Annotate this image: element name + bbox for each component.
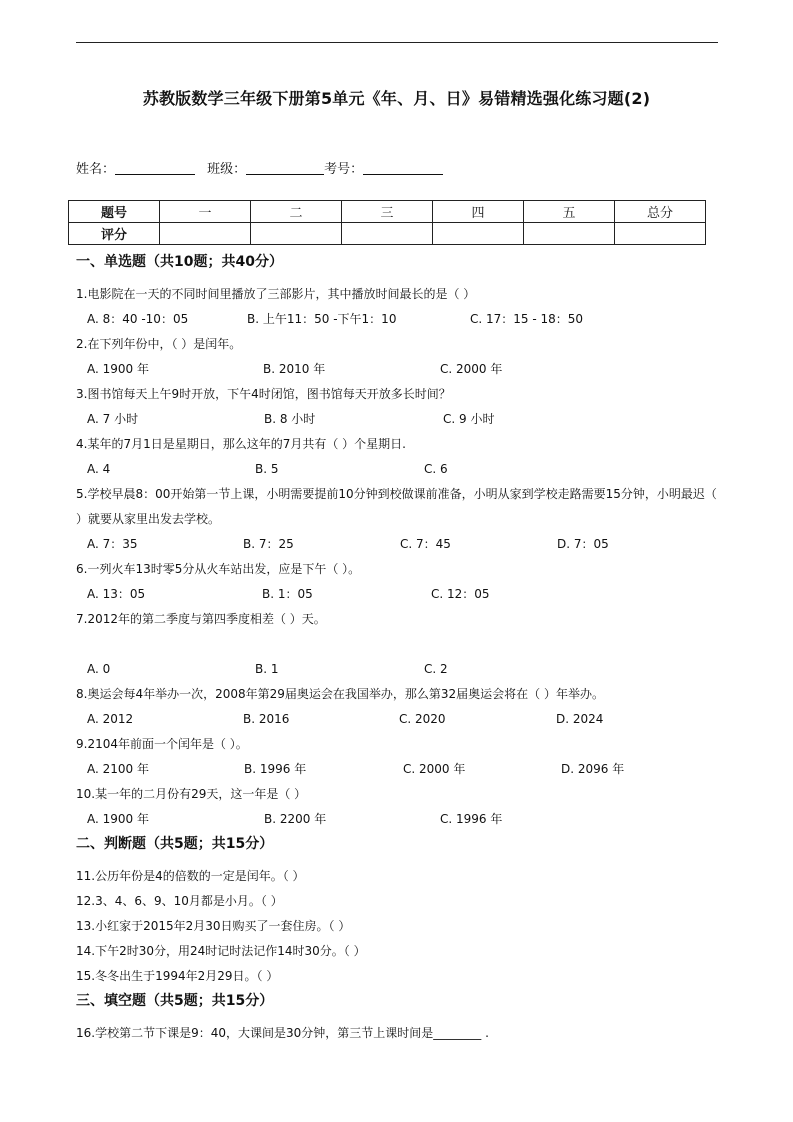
- student-info: [76, 158, 443, 177]
- question-text: 9.2104年前面一个闰年是（ ）。: [76, 737, 248, 751]
- option-row: [76, 757, 726, 782]
- option[interactable]: D. 2024: [556, 712, 604, 726]
- option[interactable]: C. 17：15 - 18：50: [470, 312, 584, 326]
- option[interactable]: A. 4: [87, 462, 111, 476]
- option[interactable]: C. 6: [424, 462, 448, 476]
- score-table-header-row: [69, 201, 706, 223]
- option-row: [76, 657, 726, 682]
- score-header-cell: 五: [524, 201, 615, 223]
- option-row: [76, 532, 726, 557]
- option[interactable]: A. 2012: [87, 712, 134, 726]
- question-text: 10.某一年的二月份有29天，这一年是（ ）: [76, 787, 307, 801]
- score-row-label: 评分: [69, 223, 160, 245]
- option-row: [76, 457, 726, 482]
- option[interactable]: B. 1：05: [262, 587, 313, 601]
- option[interactable]: C. 1996 年: [440, 812, 503, 826]
- option-row: [76, 582, 726, 607]
- option[interactable]: A. 2100 年: [87, 762, 149, 776]
- option[interactable]: B. 2010 年: [263, 362, 326, 376]
- score-header-cell: 总分: [615, 201, 706, 223]
- question-text: 2.在下列年份中，（ ）是闰年。: [76, 337, 242, 351]
- option[interactable]: B. 8 小时: [264, 412, 316, 426]
- option[interactable]: A. 7 小时: [87, 412, 139, 426]
- id-blank[interactable]: [363, 160, 443, 175]
- option[interactable]: B. 7：25: [243, 537, 294, 551]
- option[interactable]: A. 1900 年: [87, 362, 149, 376]
- id-label: 考号：: [324, 162, 364, 177]
- score-cell[interactable]: [251, 223, 342, 245]
- score-cell[interactable]: [615, 223, 706, 245]
- question-content: [76, 250, 726, 1046]
- name-blank[interactable]: [115, 160, 195, 175]
- option[interactable]: D. 2096 年: [561, 762, 625, 776]
- judgement-question: 15.冬冬出生于1994年2月29日。（ ）: [76, 969, 279, 983]
- class-blank[interactable]: [246, 160, 324, 175]
- fill-blank-question: 16.学校第二节下课是9：40，大课间是30分钟，第三节上课时间是________ .: [76, 1026, 489, 1040]
- class-label: 班级：: [207, 162, 247, 177]
- score-header-cell: 二: [251, 201, 342, 223]
- score-header-cell: 三: [342, 201, 433, 223]
- option[interactable]: C. 2: [424, 662, 448, 676]
- judgement-question: 14.下午2时30分，用24时记时法记作14时30分。（ ）: [76, 944, 366, 958]
- section-heading: 三、填空题（共5题；共15分）: [76, 993, 274, 1009]
- question-text: 5.学校早晨8：00开始第一节上课，小明需要提前10分钟到校做课前准备，小明从家到学校走路需要15分钟，小明最迟（ ）就要从家里出发去学校。: [76, 487, 717, 526]
- option[interactable]: B. 5: [255, 462, 279, 476]
- top-rule: [76, 42, 718, 43]
- judgement-question: 13.小红家于2015年2月30日购买了一套住房。（ ）: [76, 919, 351, 933]
- option-row: [76, 707, 726, 732]
- option-row: [76, 357, 726, 382]
- score-cell[interactable]: [433, 223, 524, 245]
- question-text: 8.奥运会每4年举办一次，2008年第29届奥运会在我国举办，那么第32届奥运会将在（ ）年举办。: [76, 687, 604, 701]
- option[interactable]: C. 12：05: [431, 587, 490, 601]
- score-cell[interactable]: [342, 223, 433, 245]
- score-cell[interactable]: [524, 223, 615, 245]
- question-text: 1.电影院在一天的不同时间里播放了三部影片，其中播放时间最长的是（ ）: [76, 287, 476, 301]
- score-table: [68, 200, 706, 245]
- option[interactable]: C. 2000 年: [440, 362, 503, 376]
- option[interactable]: A. 8：40 -10：05: [87, 312, 189, 326]
- name-label: 姓名：: [76, 162, 116, 177]
- option[interactable]: A. 7：35: [87, 537, 138, 551]
- option-row: [76, 407, 726, 432]
- option-row: [76, 307, 726, 332]
- score-cell[interactable]: [160, 223, 251, 245]
- option[interactable]: B. 2200 年: [264, 812, 327, 826]
- question-text: 7.2012年的第二季度与第四季度相差（ ）天。: [76, 612, 326, 626]
- option[interactable]: A. 0: [87, 662, 111, 676]
- judgement-question: 11.公历年份是4的倍数的一定是闰年。（ ）: [76, 869, 305, 883]
- option[interactable]: A. 13：05: [87, 587, 146, 601]
- option[interactable]: B. 1996 年: [244, 762, 307, 776]
- section-heading: 二、判断题（共5题；共15分）: [76, 836, 274, 852]
- question-text: 3.图书馆每天上午9时开放，下午4时闭馆，图书馆每天开放多长时间？: [76, 387, 451, 401]
- judgement-question: 12.3、4、6、9、10月都是小月。（ ）: [76, 894, 283, 908]
- score-header-cell: 一: [160, 201, 251, 223]
- option[interactable]: B. 上午11：50 -下午1：10: [247, 312, 397, 326]
- score-table-row: [69, 223, 706, 245]
- option[interactable]: B. 1: [255, 662, 279, 676]
- question-text: 6.一列火车13时零5分从火车站出发，应是下午（ ）。: [76, 562, 361, 576]
- option[interactable]: C. 7：45: [400, 537, 451, 551]
- option[interactable]: D. 7：05: [557, 537, 609, 551]
- option[interactable]: A. 1900 年: [87, 812, 149, 826]
- section-heading: 一、单选题（共10题；共40分）: [76, 254, 283, 270]
- option[interactable]: B. 2016: [243, 712, 290, 726]
- page-title: 苏教版数学三年级下册第5单元《年、月、日》易错精选强化练习题(2): [142, 89, 651, 108]
- score-header-cell: 四: [433, 201, 524, 223]
- option[interactable]: C. 2000 年: [403, 762, 466, 776]
- score-header-cell: 题号: [69, 201, 160, 223]
- option-row: [76, 807, 726, 832]
- question-text: 4.某年的7月1日是星期日，那么这年的7月共有（ ）个星期日.: [76, 437, 406, 451]
- option[interactable]: C. 2020: [399, 712, 446, 726]
- option[interactable]: C. 9 小时: [443, 412, 495, 426]
